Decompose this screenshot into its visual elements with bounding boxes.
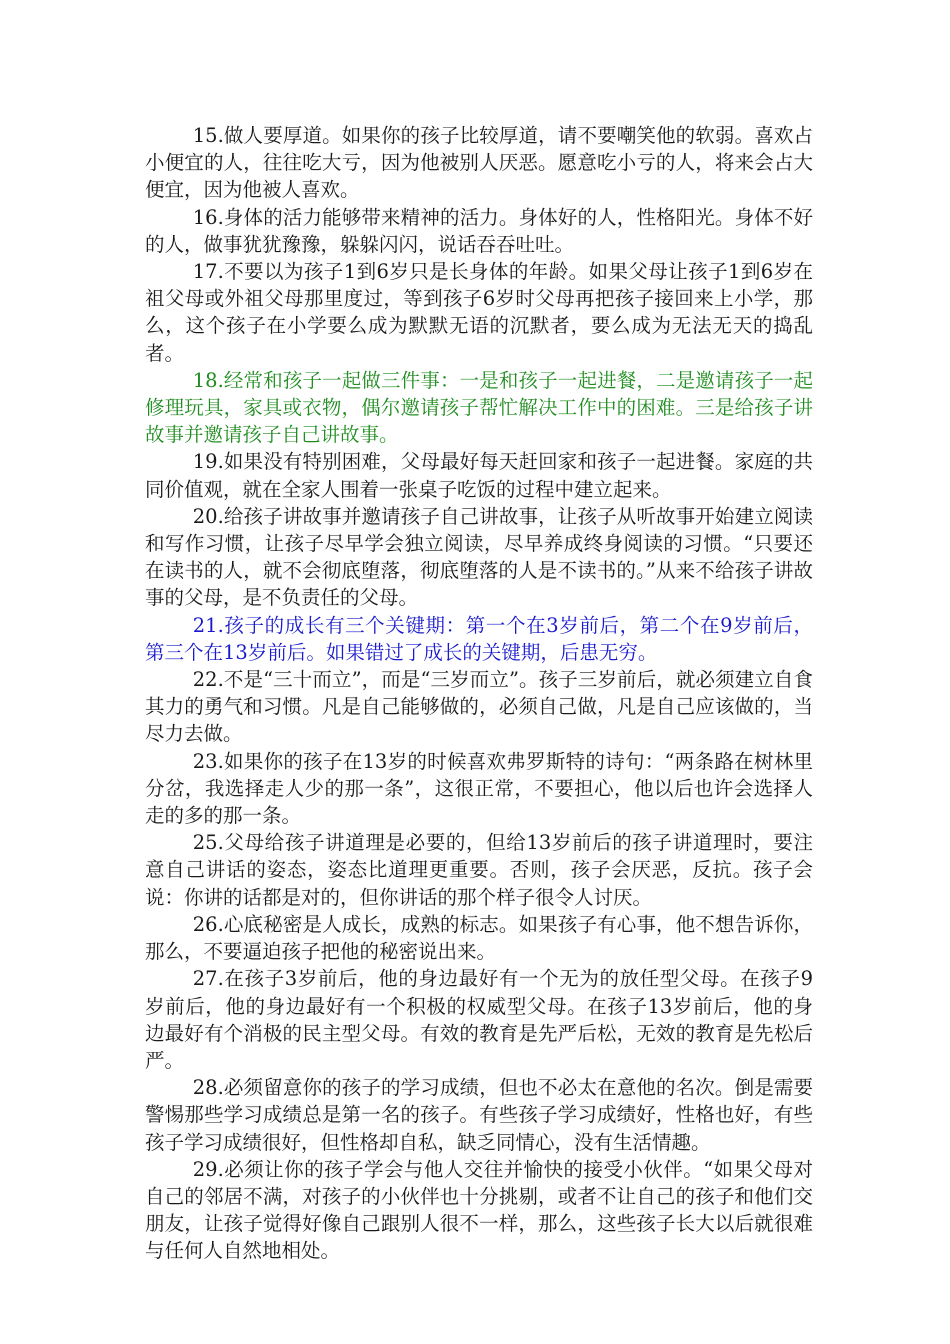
paragraph-16: 16.身体的活力能够带来精神的活力。身体好的人，性格阳光。身体不好的人，做事犹犹豫豫，躲躲闪闪，说话吞吞吐吐。 — [145, 205, 813, 256]
paragraph-21-highlighted: 21.孩子的成长有三个关键期：第一个在3岁前后，第二个在9岁前后，第三个在13岁前后。如果错过了成长的关键期，后患无穷。 — [145, 613, 813, 664]
paragraph-26: 26.心底秘密是人成长，成熟的标志。如果孩子有心事，他不想告诉你，那么，不要逼迫孩子把他的秘密说出来。 — [145, 912, 813, 964]
paragraph-17: 17.不要以为孩子1到6岁只是长身体的年龄。如果父母让孩子1到6岁在祖父母或外祖父母那里度过，等到孩子6岁时父母再把孩子接回来上小学，那么，这个孩子在小学要么成为默默无语的沉默者，要么成为无法无天的捣乱者。 — [145, 260, 813, 365]
paragraph-28: 28.必须留意你的孩子的学习成绩，但也不必太在意他的名次。倒是需要警惕那些学习成绩总是第一名的孩子。有些孩子学习成绩好，性格也好，有些孩子学习成绩很好，但性格却自私，缺乏同情心，没有生活情趣。 — [145, 1076, 813, 1154]
paragraph-23: 23.如果你的孩子在13岁的时候喜欢弗罗斯特的诗句：“两条路在树林里分岔，我选择走人少的那一条”，这很正常，不要担心，他以后也许会选择人走的多的那一条。 — [145, 749, 813, 828]
paragraph-19: 19.如果没有特别困难，父母最好每天赶回家和孩子一起进餐。家庭的共同价值观，就在全家人围着一张桌子吃饭的过程中建立起来。 — [145, 450, 813, 501]
paragraph-29: 29.必须让你的孩子学会与他人交往并愉快的接受小伙伴。“如果父母对自己的邻居不满，对孩子的小伙伴也十分挑剔，或者不让自己的孩子和他们交朋友，让孩子觉得好像自己跟别人很不一样，那么，这些孩子长大以后就很难与任何人自然地相处。 — [145, 1157, 813, 1263]
paragraph-22: 22.不是“三十而立”，而是“三岁而立”。孩子三岁前后，就必须建立自食其力的勇气和习惯。凡是自己能够做的，必须自己做，凡是自己应该做的，当尽力去做。 — [145, 668, 813, 746]
paragraph-15: 15.做人要厚道。如果你的孩子比较厚道，请不要嘲笑他的软弱。喜欢占小便宜的人，往往吃大亏，因为他被别人厌恶。愿意吃小亏的人，将来会占大便宜，因为他被人喜欢。 — [145, 124, 813, 202]
paragraph-27: 27.在孩子3岁前后，他的身边最好有一个无为的放任型父母。在孩子9岁前后，他的身边最好有一个积极的权威型父母。在孩子13岁前后，他的身边最好有个消极的民主型父母。有效的教育是先严后松，无效的教育是先松后严。 — [145, 967, 813, 1072]
paragraph-25: 25.父母给孩子讲道理是必要的，但给13岁前后的孩子讲道理时，要注意自己讲话的姿态，姿态比道理更重要。否则，孩子会厌恶，反抗。孩子会说：你讲的话都是对的，但你讲话的那个样子很令人讨厌。 — [145, 831, 813, 909]
paragraph-20: 20.给孩子讲故事并邀请孩子自己讲故事，让孩子从听故事开始建立阅读和写作习惯，让孩子尽早学会独立阅读，尽早养成终身阅读的习惯。“只要还在读书的人，就不会彻底堕落，彻底堕落的人是不读书的。”从来不给孩子讲故事的父母，是不负责任的父母。 — [145, 504, 813, 610]
document-page — [145, 122, 813, 1265]
paragraph-18-highlighted: 18.经常和孩子一起做三件事：一是和孩子一起进餐，二是邀请孩子一起修理玩具，家具或衣物，偶尔邀请孩子帮忙解决工作中的困难。三是给孩子讲故事并邀请孩子自己讲故事。 — [145, 368, 813, 447]
